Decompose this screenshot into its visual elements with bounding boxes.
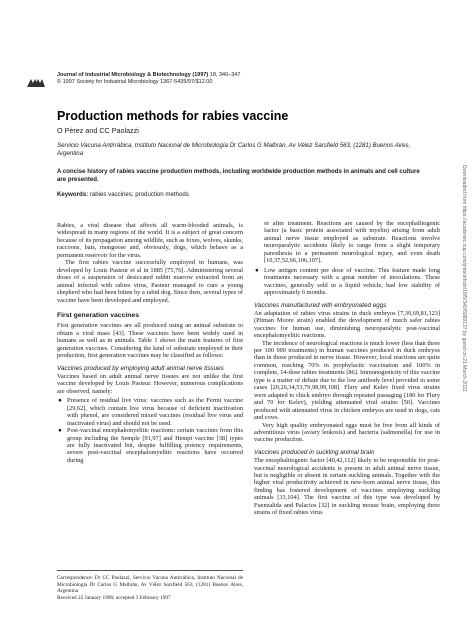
download-side-note (461, 165, 469, 605)
bullet-icon: ● (255, 266, 259, 274)
journal-title: Journal of Industrial Microbiology & Biotechnology (1997) (57, 72, 209, 78)
first-generation-paragraph: First generation vaccines are all produced using an animal substrate to obtain a viral mass [43]. These vaccines have been widely used in humans as well as in animals. Table 1 shows the main features of first generation vaccines. Considering the kind of substrate employed in their production, first generation vaccines may be classified as follows: (57, 322, 243, 360)
embryo-paragraph-3: Very high quality embryonated eggs must be free from all kinds of adventitious virus (aviary leukosis) and bacteria (salmonella) for use in vaccine production. (254, 421, 440, 444)
subheading-nerve-tissue: Vaccines produced by employing adult animal nerve tissues (57, 364, 224, 372)
section-heading-first-generation: First generation vaccines (57, 311, 139, 319)
list-item-text: Post-vaccinal encephalomyelitic reactions: certain vaccines from this group including the Semple [91,97] and Hempt vaccine [38] types are fully inactivated but, despite fulfilling potency requirements, severe post-vaccinal encephalomyelitic reactions have occurred during (67, 427, 243, 464)
article-authors: O Pérez and CC Paolazzi (57, 126, 139, 135)
keywords (57, 191, 189, 198)
list-item (57, 427, 243, 464)
volume-pages: 18, 340–347 (209, 72, 241, 78)
right-column (254, 220, 440, 517)
bullet-icon: ● (58, 427, 62, 435)
received-dates: Received 22 January 1996; accepted 3 February 1997 (57, 594, 171, 601)
macmillan-logo-icon (26, 76, 46, 88)
bullet-icon: ● (58, 397, 62, 405)
complications-list-continued (254, 267, 440, 297)
suckling-paragraph: The encephalitogenic factor [40,42,112] likely to be responsible for post-vaccinal neurological accidents is present in adult animal nerve tissue, but is negligible or absent in certain suckling animals. Together with the higher viral productivity achieved in new-born animal nerve tissue, this finding has fostered development of vaccines employing suckling animals [33,104]. The first vaccine of this type was developed by Fuenzalida and Palacios [32] in suckling mouse brain, employing three strains of fixed rabies virus (254, 457, 440, 517)
intro-paragraph-2: The first rabies vaccine successfully employed in humans, was developed by Louis Pasteur et al in 1885 [75,76]. Administering several doses of a suspension of desiccated rabbit marrow extracted from an animal infected with rabies virus, Pasteur managed to cure a young shepherd who had been bitten by a rabid dog. Since then, several types of vaccine have been developed and employed. (57, 259, 243, 304)
complications-list (57, 397, 243, 464)
article-title: Production methods for rabies vaccine (57, 109, 289, 123)
continued-paragraph: or after treatment. Reactions are caused by the encephalitogenic factor (a basic protein associated with myelin) arising from adult animal nerve tissue employed as substrate. Reactions involve neuroparalytic accidents likely to range from a slight temporary paresthesia to a permanent neurological injury, and even death [10,37,52,66,106,107]. (264, 220, 440, 265)
intro-paragraph-1: Rabies, a viral disease that affects all warm-blooded animals, is widespread in many regions of the world. It is a subject of great concern because of its propagation among wildlife, such as foxes, wolves, skunks, raccoons, bats, mongoose and, obviously, dogs, which behave as a permanent reservoir for the virus. (57, 222, 243, 259)
keywords-text: rabies vaccines; production methods (89, 191, 189, 198)
embryo-paragraph-2: The incidence of neurological reactions is much lower (less than three per 100 000 treatments) in human vaccines produced in duck embryos than in those produced in nerve tissue. However, local reactions are quite common, reaching 70% in prophylactic vaccination and 100% in complete, 14-dose rabies treatments [86]. Immunogenicity of this vaccine type is a matter of debate due to the low antibody level provided in some cases [20,26,34,53,79,98,99,108]. Flury and Kelev fixed virus strains were adapted to chick embryo through repeated passaging (180 for Flury and 70 for Kelev), yielding attenuated viral strains [50]. Vaccines produced with attenuated virus in chicken embryos are used in dogs, cats and cows. (254, 339, 440, 422)
list-item-text: Low antigen content per dose of vaccine. This feature made long treatments necessary with a great number of inoculations. These vaccines, generally sold in a liquid vehicle, had low stability of approximately 6 months. (264, 266, 440, 297)
left-column (57, 222, 243, 466)
list-item-text: Presence of residual live virus: vaccines such as the Fermi vaccine [29,62], which contain live virus because of deficient inactivation with phenol, are considered mixed vaccines (residual live virus and inactivated virus) and should not be used. (67, 397, 243, 427)
subheading-suckling-brain: Vaccines produced in suckling animal brain (254, 448, 375, 456)
author-affiliation: Servicio Vacuna Antirrábica, Instituto Nacional de Microbiología Dr Carlos G Malbrán, Av Vélez Sarsfield 563, (1281) Buenos Aires, Argentina (57, 142, 411, 157)
embryo-paragraph-1: An adaptation of rabies virus strains in duck embryos [7,39,69,81,123] (Pitman Moore strain) enabled the development of much safer rabies vaccines for human use, diminishing neuroparalytic post-vaccinal encephalomyelitic reactions. (254, 309, 440, 340)
correspondence-text: Correspondence: Dr CC Paolazzi, Servicio Vacuna Antirrábica, Instituto Nacional de Microbiología Dr Carlos G Malbrán, Av Vélez Sarsfield 563, (1281) Buenos Aires, Argentina (57, 575, 243, 595)
download-side-note-text: Downloaded from https://academic.oup.com/jimb/article/18/5/340/5989137 by guest on 21 March 2022 (461, 165, 467, 392)
abstract: A concise history of rabies vaccine production methods, including worldwide production methods in animals and cell culture are presented. (57, 168, 420, 183)
keywords-label: Keywords: (57, 191, 89, 198)
correspondence-footnote (57, 570, 243, 601)
list-item (57, 397, 243, 427)
subheading-embryonated-eggs: Vaccines manufactured with embryonated eggs (254, 301, 387, 309)
list-item (254, 267, 440, 297)
journal-header (57, 72, 240, 86)
copyright-line: © 1997 Society for Industrial Microbiology 1367-5435/97/$12.00 (57, 79, 213, 85)
nerve-tissue-paragraph: Vaccines based on adult animal nerve tissues are not unlike the first vaccine developed by Louis Pasteur. However, numerous complications are observed, namely: (57, 372, 243, 395)
